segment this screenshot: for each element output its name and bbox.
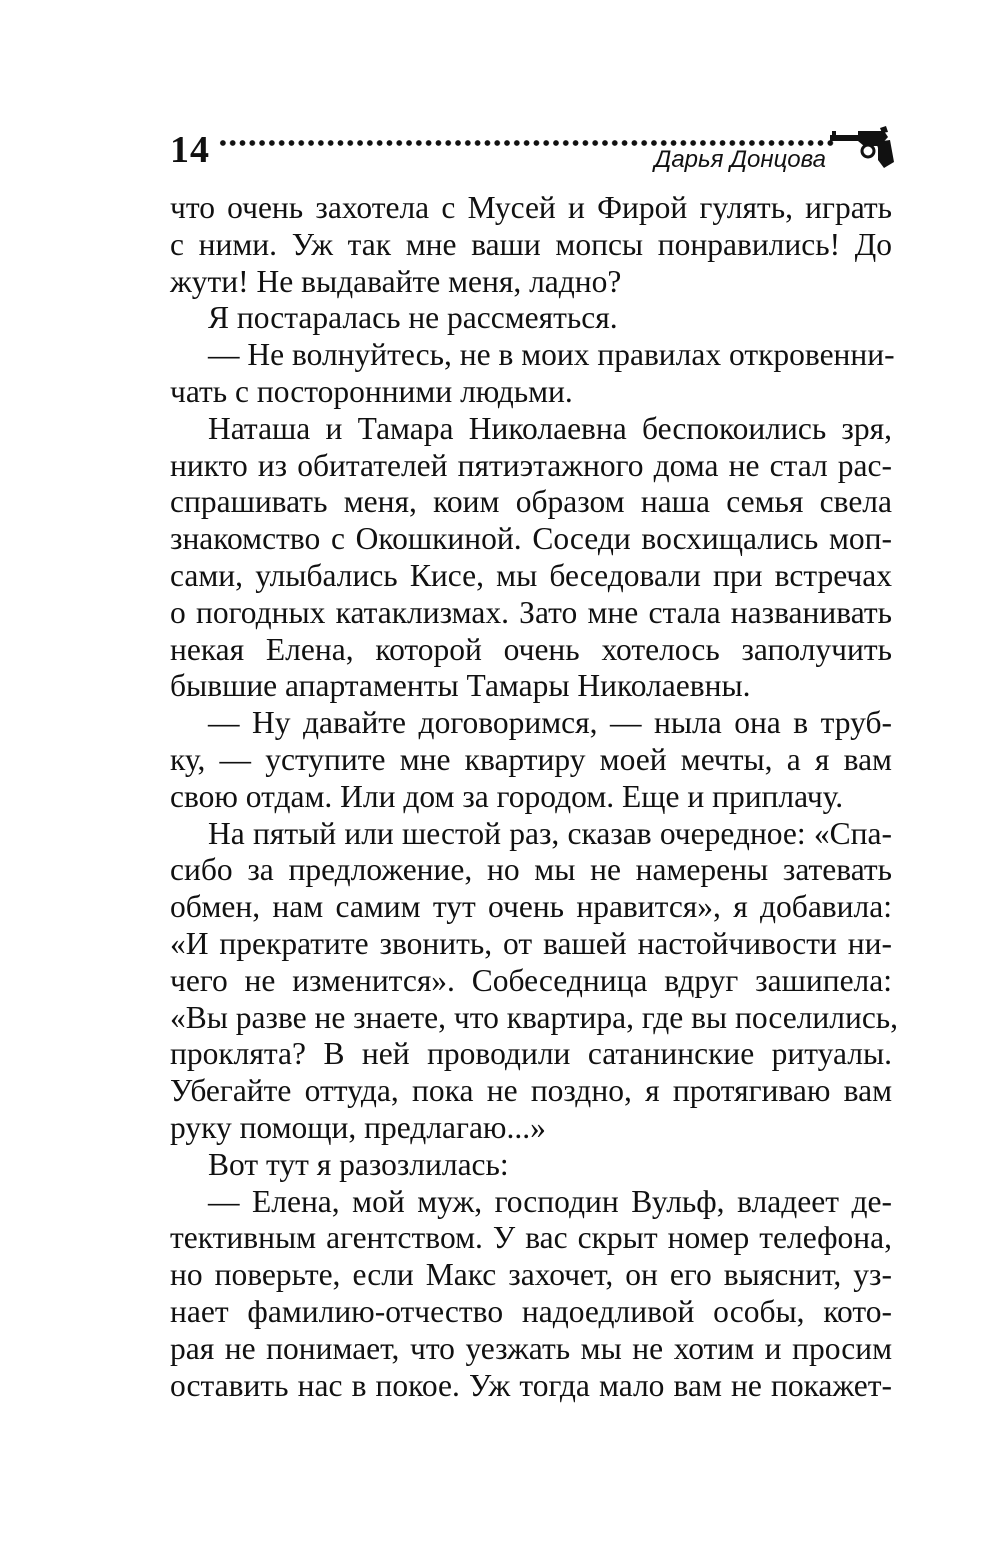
text-line: свою отдам. Или дом за городом. Еще и приплачу. <box>170 778 844 814</box>
text-line: что очень захотела с Мусей и Фирой гулять, играть <box>170 190 892 225</box>
text-line: нает фамилию-отчество надоедливой особы, кото- <box>170 1293 892 1329</box>
text-line: «Вы разве не знаете, что квартира, где вы поселились, <box>170 999 899 1035</box>
text-line: знакомство с Окошкиной. Соседи восхищались моп- <box>170 521 892 557</box>
text-line: сами, улыбались Кисе, мы беседовали при встречах <box>170 557 892 593</box>
running-head-author: Дарья Донцова <box>654 146 826 173</box>
text-line: никто из обитателей пятиэтажного дома не стал рас- <box>170 447 892 483</box>
text-line: с ними. Уж так мне ваши мопсы понравились! До <box>170 226 892 262</box>
text-line: сибо за предложение, но мы не намерены затевать <box>170 852 892 888</box>
text-line: «И прекратите звонить, от вашей настойчивости ни- <box>170 925 892 961</box>
text-line: спрашивать меня, коим образом наша семья свела <box>170 484 892 520</box>
revolver-icon <box>828 124 894 170</box>
text-line: чего не изменится». Собеседница вдруг зашипела: <box>170 962 892 998</box>
text-line: чать с посторонними людьми. <box>170 373 573 409</box>
body-text <box>170 190 899 1404</box>
text-line: но поверьте, если Макс захочет, он его выяснит, уз- <box>170 1257 892 1293</box>
text-line: оставить нас в покое. Уж тогда мало вам не покажет- <box>170 1367 892 1403</box>
text-line: На пятый или шестой раз, сказав очередное: «Спа- <box>208 815 892 851</box>
text-line: проклята? В ней проводили сатанинские ритуалы. <box>170 1036 892 1072</box>
text-line: — Елена, мой муж, господин Вульф, владеет де- <box>208 1183 892 1219</box>
text-line: рая не понимает, что уезжать мы не хотим и просим <box>170 1330 892 1366</box>
text-line: руку помощи, предлагаю...» <box>170 1109 546 1145</box>
text-line: некая Елена, которой очень хотелось заполучить <box>170 631 892 667</box>
text-line: — Ну давайте договоримся, — ныла она в труб- <box>208 705 892 741</box>
text-line: Вот тут я разозлилась: <box>208 1146 509 1182</box>
text-line: Наташа и Тамара Николаевна беспокоились зря, <box>208 410 892 446</box>
page-number: 14 <box>170 129 210 171</box>
text-line: ку, — уступите мне квартиру моей мечты, а я вам <box>170 741 892 777</box>
text-line: обмен, нам самим тут очень нравится», я добавила: <box>170 889 892 925</box>
text-line: тективным агентством. У вас скрыт номер телефона, <box>170 1220 892 1256</box>
text-line: о погодных катаклизмах. Зато мне стала названивать <box>170 594 892 630</box>
text-line: бывшие апартаменты Тамары Николаевны. <box>170 668 751 704</box>
text-line: — Не волнуйтесь, не в моих правилах откровенни- <box>208 337 895 373</box>
text-line: Убегайте оттуда, пока не поздно, я протягиваю вам <box>170 1073 892 1109</box>
text-line: Я постаралась не рассмеяться. <box>208 300 618 336</box>
text-line: жути! Не выдавайте меня, ладно? <box>170 263 622 299</box>
